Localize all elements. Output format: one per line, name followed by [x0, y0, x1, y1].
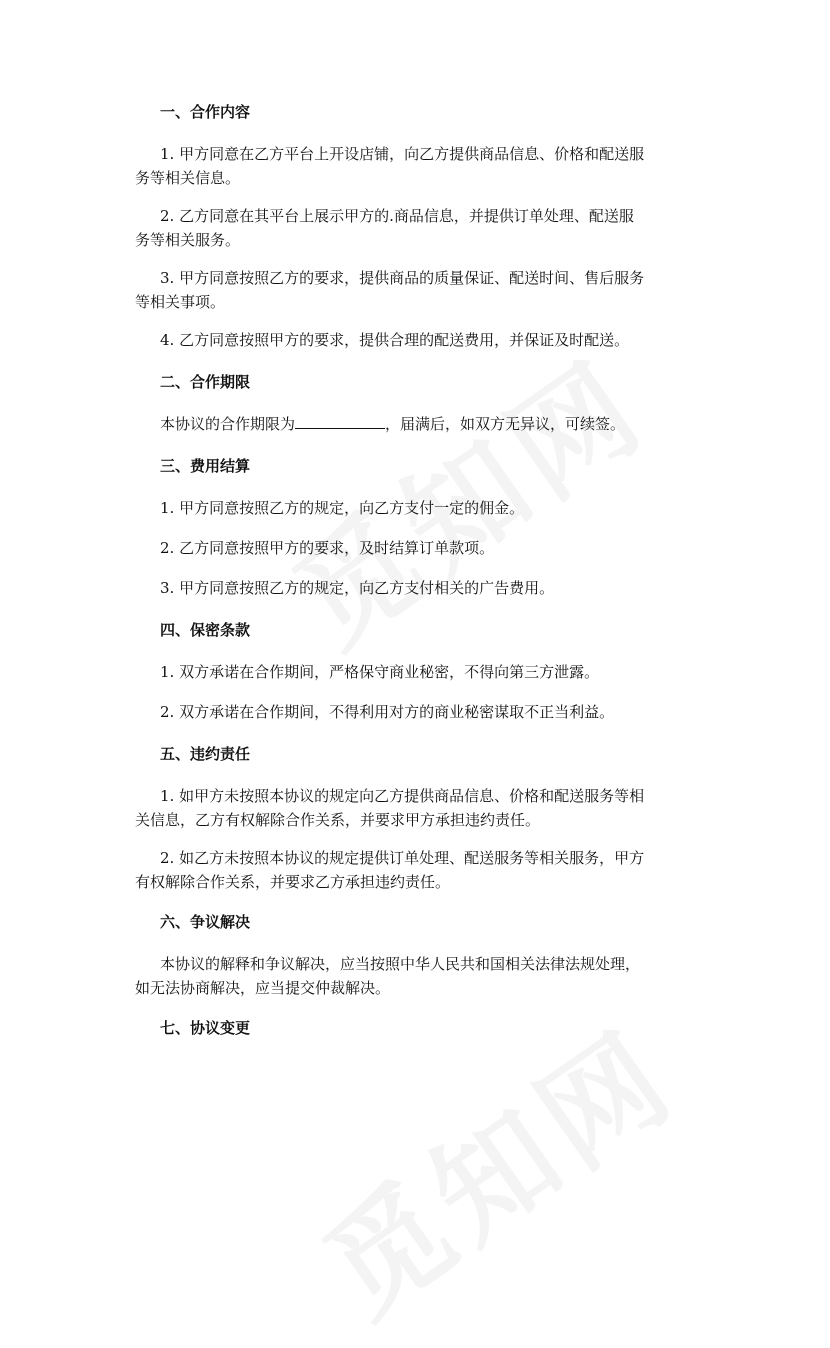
paragraph-line: 1. 双方承诺在合作期间，严格保守商业秘密，不得向第三方泄露。	[160, 663, 600, 681]
paragraph-line: 3. 甲方同意按照乙方的要求，提供商品的质量保证、配送时间、售后服务	[160, 269, 645, 287]
section-heading-cooperation-term: 二、合作期限	[160, 373, 251, 391]
section-heading-breach-liability: 五、违约责任	[160, 745, 251, 763]
paragraph-line: 4. 乙方同意按照甲方的要求，提供合理的配送费用，并保证及时配送。	[160, 331, 630, 349]
term-blank-field[interactable]	[295, 414, 385, 429]
section-heading-confidentiality: 四、保密条款	[160, 621, 251, 639]
paragraph-line: 2. 乙方同意在其平台上展示甲方的.商品信息，并提供订单处理、配送服	[160, 207, 634, 225]
paragraph-line: 2. 乙方同意按照甲方的要求，及时结算订单款项。	[160, 539, 495, 557]
paragraph-line: 2. 双方承诺在合作期间，不得利用对方的商业秘密谋取不正当利益。	[160, 703, 615, 721]
paragraph-line: 本协议的解释和争议解决，应当按照中华人民共和国相关法律法规处理，	[160, 955, 641, 973]
paragraph-line: 等相关事项。	[135, 293, 226, 311]
paragraph-line: 2. 如乙方未按照本协议的规定提供订单处理、配送服务等相关服务，甲方	[160, 849, 645, 867]
paragraph-term	[160, 414, 830, 434]
section-heading-agreement-change: 七、协议变更	[160, 1019, 251, 1037]
paragraph-line: 1. 甲方同意按照乙方的规定，向乙方支付一定的佣金。	[160, 499, 525, 517]
section-heading-cooperation-content: 一、合作内容	[160, 103, 251, 121]
term-text-after: ，届满后，如双方无异议，可续签。	[385, 415, 626, 433]
term-text-before: 本协议的合作期限为	[160, 415, 296, 433]
paragraph-line: 1. 如甲方未按照本协议的规定向乙方提供商品信息、价格和配送服务等相	[160, 787, 645, 805]
section-heading-dispute-resolution: 六、争议解决	[160, 913, 251, 931]
paragraph-line: 务等相关信息。	[135, 169, 241, 187]
paragraph-line: 1. 甲方同意在乙方平台上开设店铺，向乙方提供商品信息、价格和配送服	[160, 145, 645, 163]
paragraph-line: 关信息，乙方有权解除合作关系，并要求甲方承担违约责任。	[135, 811, 541, 829]
paragraph-line: 3. 甲方同意按照乙方的规定，向乙方支付相关的广告费用。	[160, 579, 555, 597]
paragraph-line: 务等相关服务。	[135, 231, 241, 249]
paragraph-line: 有权解除合作关系，并要求乙方承担违约责任。	[135, 873, 451, 891]
watermark	[286, 984, 704, 1348]
section-heading-fee-settlement: 三、费用结算	[160, 457, 251, 475]
paragraph-line: 如无法协商解决，应当提交仲裁解决。	[135, 979, 391, 997]
